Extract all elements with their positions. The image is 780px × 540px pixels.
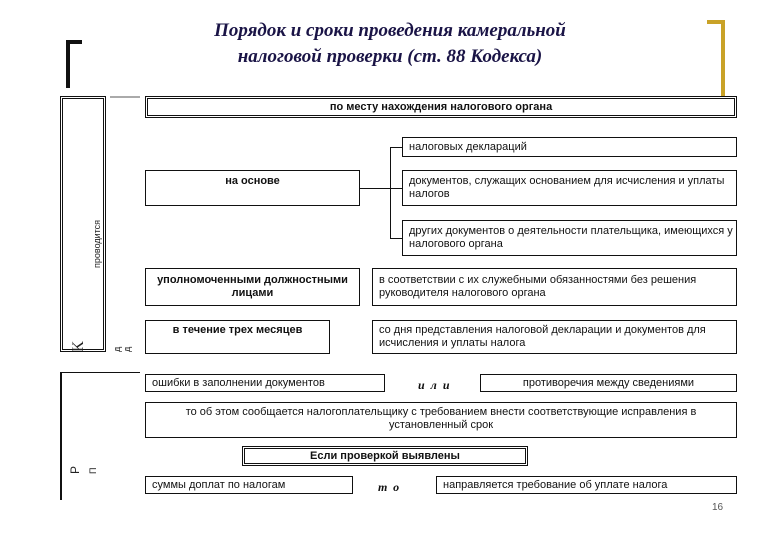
if-found-box: Если проверкой выявлены xyxy=(242,446,528,466)
side-small-1: д xyxy=(112,346,122,352)
basis-item-documents: документов, служащих основанием для исчисления и уплаты налогов xyxy=(402,170,737,206)
then-conjunction: то xyxy=(378,480,406,494)
period-label-box: в течение трех месяцев xyxy=(145,320,330,354)
side-letter-r: Р xyxy=(68,465,82,474)
basis-bracket-top xyxy=(390,147,402,148)
period-desc-box: со дня представления налоговой декларации и документов для исчисления и уплаты налога xyxy=(372,320,737,354)
basis-connector xyxy=(360,188,390,189)
location-box: по месту нахождения налогового органа xyxy=(145,96,737,118)
errors-left-box: ошибки в заполнении документов xyxy=(145,374,385,392)
title-line-1: Порядок и сроки проведения камеральной xyxy=(214,20,566,41)
page-title xyxy=(150,18,630,70)
basis-label-box: на основе xyxy=(145,170,360,206)
right-bracket-decoration xyxy=(721,20,725,96)
side-letter-k: К xyxy=(70,341,87,352)
errors-right-box: противоречия между сведениями xyxy=(480,374,737,392)
title-line-2: налоговой проверки (ст. 88 Кодекса) xyxy=(237,46,543,67)
left-bracket-top-decoration xyxy=(66,40,82,44)
basis-item-declarations: налоговых деклараций xyxy=(402,137,737,157)
left-bracket-decoration xyxy=(66,40,70,88)
side-label-proveritsya: проводится xyxy=(92,219,102,268)
basis-item-other: других документов о деятельности плательщика, имеющихся у налогового органа xyxy=(402,220,737,256)
surcharge-right-box: направляется требование об уплате налога xyxy=(436,476,737,494)
or-conjunction: или xyxy=(418,378,456,392)
surcharge-left-box: суммы доплат по налогам xyxy=(145,476,353,494)
shade-line xyxy=(110,96,140,98)
left-lower-bracket xyxy=(60,372,140,500)
side-small-2: д xyxy=(122,346,132,352)
officials-desc-box: в соответствии с их служебными обязанностями без решения руководителя налогового органа xyxy=(372,268,737,306)
right-bracket-top-decoration xyxy=(707,20,725,24)
page-number: 16 xyxy=(712,502,724,513)
notify-box: то об этом сообщается налогоплательщику с требованием внести соответствующие исправления в установленный срок xyxy=(145,402,737,438)
side-letter-p: П xyxy=(88,467,98,474)
officials-label-box: уполномоченными должностными лицами xyxy=(145,268,360,306)
basis-bracket-line xyxy=(390,147,391,239)
basis-bracket-bottom xyxy=(390,238,402,239)
basis-bracket-mid xyxy=(390,188,402,189)
